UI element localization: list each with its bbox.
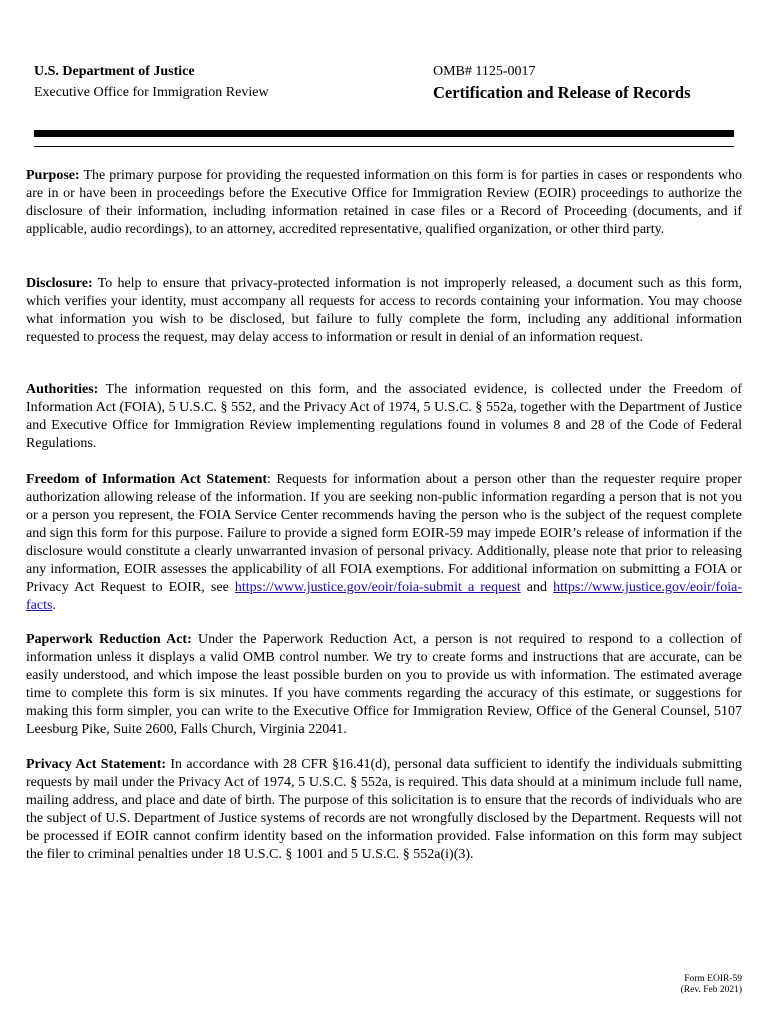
foia-end: . bbox=[52, 598, 56, 614]
authorities-heading: Authorities: bbox=[26, 382, 99, 397]
foia-body: : Requests for information about a person other than the requester require proper authorization allowing release of the information. If you are seeking non-public information regarding a person that is not you or a person you represent, the FOIA Service Center recommends having the person who is the subject of the request complete and sign this form for this purpose. Failure to provide a signed form EOIR-59 may impede EOIR’s release of information if the disclosure would constitute a clearly unwarranted invasion of personal privacy. Additionally, please note that prior to releasing any information, EOIR assesses the applicability of all FOIA exemptions. For additional information on submitting a FOIA or Privacy Act Request to EOIR, see bbox=[26, 472, 742, 596]
privacy-heading: Privacy Act Statement: bbox=[26, 757, 167, 772]
disclosure-section bbox=[26, 275, 742, 347]
purpose-heading: Purpose: bbox=[26, 168, 80, 183]
paperwork-section bbox=[26, 631, 742, 739]
form-footer bbox=[681, 974, 742, 996]
foia-and: and bbox=[520, 580, 554, 596]
omb-number: OMB# 1125-0017 bbox=[433, 64, 536, 79]
foia-section bbox=[26, 471, 742, 615]
foia-facts-link[interactable]: https://www.justice.gov/eoir/foia-facts bbox=[26, 580, 742, 614]
form-revision: (Rev. Feb 2021) bbox=[680, 985, 742, 995]
header-thin-rule bbox=[34, 146, 734, 147]
paperwork-body: Under the Paperwork Reduction Act, a person is not required to respond to a collection of information unless it displays a valid OMB control number. We try to create forms and instructions that are accurate, can be easily understood, and which impose the least possible burden on you to provide us with information. The estimated average time to complete this form is six minutes. If you have comments regarding the accuracy of this estimate, or suggestions for making this form simpler, you can write to the Executive Office for Immigration Review, Office of the General Counsel, 5107 Leesburg Pike, Suite 2600, Falls Church, Virginia 22041. bbox=[26, 632, 743, 738]
authorities-body: The information requested on this form, and the associated evidence, is collected under the Freedom of Information Act (FOIA), 5 U.S.C. § 552, and the Privacy Act of 1974, 5 U.S.C. § 552a, together with the Department of Justice and Executive Office for Immigration Review implementing regulations found in volumes 8 and 28 of the Code of Federal Regulations. bbox=[26, 382, 742, 452]
header-thick-rule bbox=[34, 130, 734, 137]
disclosure-heading: Disclosure: bbox=[26, 276, 93, 291]
agency-name: U.S. Department of Justice bbox=[34, 64, 195, 79]
paperwork-heading: Paperwork Reduction Act: bbox=[26, 632, 192, 647]
office-name: Executive Office for Immigration Review bbox=[34, 85, 269, 100]
disclosure-body: To help to ensure that privacy-protected information is not improperly released, a document such as this form, which verifies your identity, must accompany all requests for access to records containing your information. You may choose what information you wish to be disclosed, but failure to fully complete the form, including any additional information requested to process the request, may delay access to information or result in denial of an information request. bbox=[26, 276, 742, 346]
form-number: Form EOIR-59 bbox=[684, 974, 742, 984]
authorities-section bbox=[26, 381, 742, 453]
form-title: Certification and Release of Records bbox=[433, 83, 691, 102]
privacy-section bbox=[26, 756, 742, 864]
purpose-body: The primary purpose for providing the requested information on this form is for parties in cases or respondents who are in or have been in proceedings before the Executive Office for Immigration Review (EOIR) proceedings to authorize the disclosure of their information, including information retained in case files or a Record of Proceeding (documents, and if applicable, audio recordings), to an attorney, accredited representative, qualified organization, or other third party. bbox=[26, 168, 742, 238]
privacy-body: In accordance with 28 CFR §16.41(d), personal data sufficient to identify the individuals submitting requests by mail under the Privacy Act of 1974, 5 U.S.C. § 552a, is required. This data should at a minimum include full name, mailing address, and place and date of birth. The purpose of this solicitation is to ensure that the records of individuals who are the subject of U.S. Department of Justice systems of records are not wrongfully disclosed by the Department. Requests will not be processed if EOIR cannot confirm identity based on the information provided. False information on this form may subject the filer to criminal penalties under 18 U.S.C. § 1001 and 5 U.S.C. § 552a(i)(3). bbox=[26, 757, 742, 863]
foia-heading: Freedom of Information Act Statement bbox=[26, 472, 268, 487]
foia-submit-link[interactable]: https://www.justice.gov/eoir/foia-submit a request bbox=[234, 580, 521, 596]
purpose-section bbox=[26, 167, 742, 239]
